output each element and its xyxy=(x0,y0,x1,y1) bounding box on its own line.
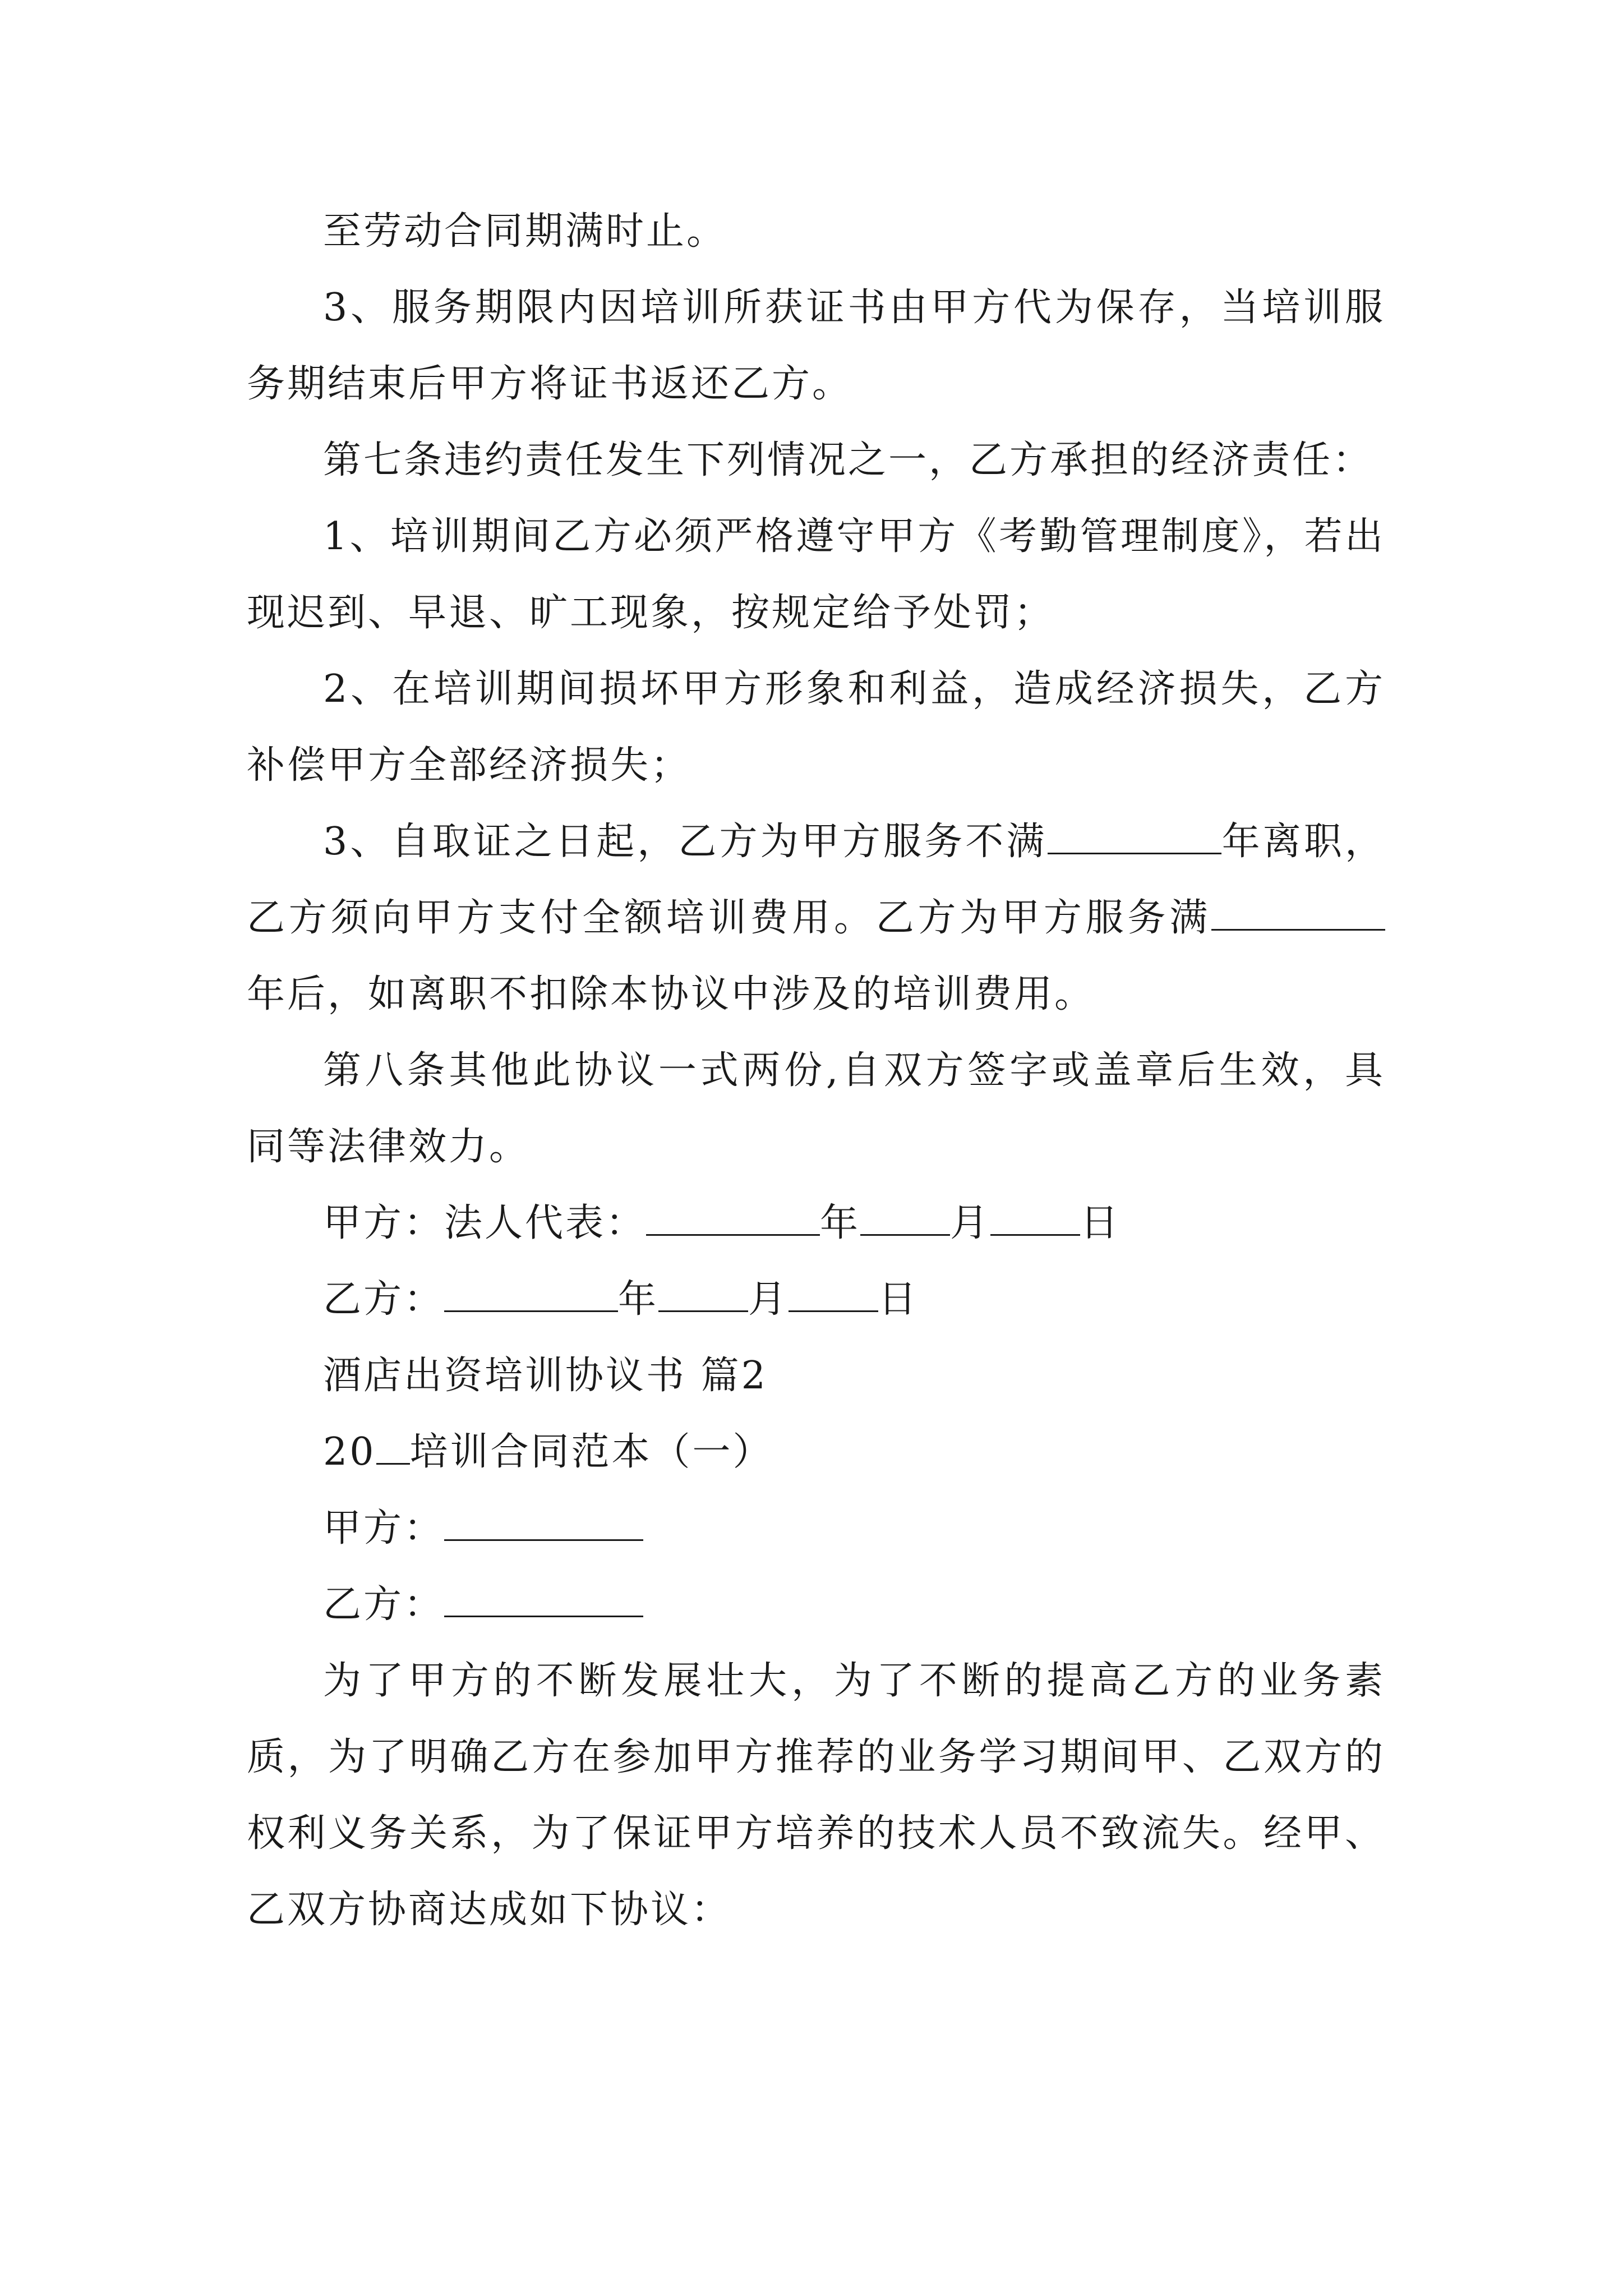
party-b-field xyxy=(247,1567,1385,1643)
signature-line-party-a xyxy=(247,1185,1385,1262)
party-a-label: 甲方：法人代表： xyxy=(323,1201,647,1245)
section-heading-part-2: 酒店出资培训协议书 篇2 xyxy=(323,1354,768,1398)
paragraph-agreement-purpose: 为了甲方的不断发展壮大，为了不断的提高乙方的业务素质，为了明确乙方在参加甲方推荐的业务学习期间甲、乙双方的权利义务关系，为了保证甲方培养的技术人员不致流失。经甲、乙双方协商达成如下协议： xyxy=(247,1659,1385,1932)
paragraph-service-term xyxy=(247,804,1385,1033)
paragraph-attendance-rule: 1、培训期间乙方必须严格遵守甲方《考勤管理制度》，若出现迟到、早退、旷工现象，按规定给予处罚； xyxy=(247,514,1385,635)
blank-party-a-day xyxy=(990,1198,1080,1236)
blank-years-full xyxy=(1211,892,1385,931)
service-term-text-c: 年后，如离职不扣除本协议中涉及的培训费用。 xyxy=(247,972,1095,1016)
contract-template-name: 培训合同范本（一） xyxy=(409,1430,773,1474)
blank-party-b-name xyxy=(444,1274,618,1312)
document-body xyxy=(247,194,1385,1948)
blank-party-b-field xyxy=(444,1579,643,1617)
blank-party-b-month xyxy=(658,1274,748,1312)
blank-contract-year xyxy=(376,1427,410,1465)
party-a-year-label: 年 xyxy=(820,1201,861,1245)
blank-party-a-field xyxy=(444,1503,643,1541)
service-term-text-b: 年离职，乙方须向甲方支付全额培训费用。乙方为甲方服务满 xyxy=(247,820,1385,940)
paragraph-contract-end: 至劳动合同期满时止。 xyxy=(323,209,727,254)
paragraph-certificate-custody: 3、服务期限内因培训所获证书由甲方代为保存，当培训服务期结束后甲方将证书返还乙方。 xyxy=(247,286,1385,406)
contract-template-title xyxy=(247,1414,1385,1490)
party-a-field xyxy=(247,1490,1385,1567)
service-term-text-a: 3、自取证之日起，乙方为甲方服务不满 xyxy=(323,820,1048,864)
party-b-day-label: 日 xyxy=(878,1277,919,1322)
party-b-field-label: 乙方： xyxy=(323,1582,445,1627)
signature-line-party-b xyxy=(247,1262,1385,1338)
blank-years-not-full xyxy=(1048,816,1221,854)
blank-party-a-representative xyxy=(646,1198,820,1236)
party-a-field-label: 甲方： xyxy=(323,1506,445,1550)
blank-party-a-month xyxy=(860,1198,950,1236)
paragraph-damage-compensation: 2、在培训期间损坏甲方形象和利益，造成经济损失，乙方补偿甲方全部经济损失； xyxy=(247,667,1385,788)
party-a-day-label: 日 xyxy=(1080,1201,1121,1245)
paragraph-article-8: 第八条其他此协议一式两份,自双方签字或盖章后生效，具同等法律效力。 xyxy=(247,1048,1385,1169)
blank-party-b-day xyxy=(789,1274,878,1312)
paragraph-article-7: 第七条违约责任发生下列情况之一，乙方承担的经济责任： xyxy=(323,438,1373,482)
contract-year-prefix: 20 xyxy=(323,1430,376,1474)
party-b-label: 乙方： xyxy=(323,1277,445,1322)
party-b-year-label: 年 xyxy=(618,1277,659,1322)
party-b-month-label: 月 xyxy=(748,1277,789,1322)
party-a-month-label: 月 xyxy=(950,1201,991,1245)
